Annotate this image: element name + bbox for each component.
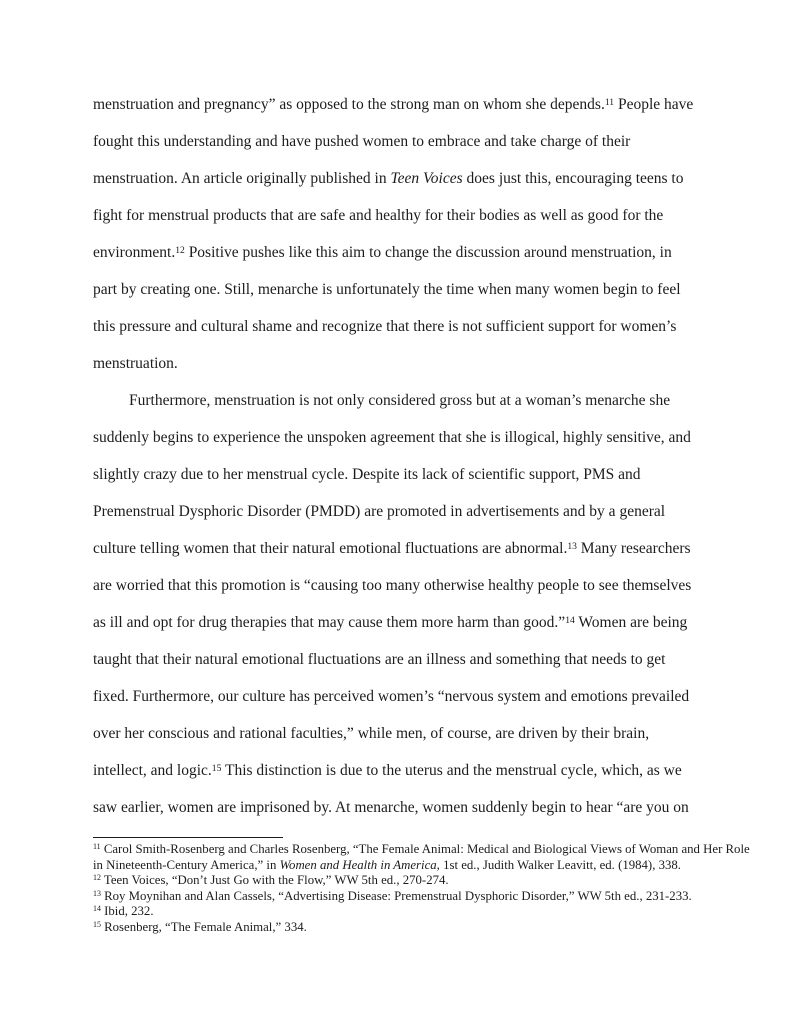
- text-segment: environment.: [93, 244, 176, 261]
- text-segment: Premenstrual Dysphoric Disorder (PMDD) are promoted in advertisements and by a general: [93, 503, 666, 520]
- text-segment: culture telling women that their natural emotional fluctuations are abnormal.: [93, 540, 568, 557]
- body-line: [93, 641, 703, 678]
- text-segment: fought this understanding and have pushed women to embrace and take charge of their: [93, 133, 631, 150]
- footnote-reference: 14: [565, 614, 575, 626]
- body-line: [93, 345, 703, 382]
- body-line: [93, 715, 703, 752]
- text-segment: in Nineteenth-Century America,” in: [93, 857, 280, 872]
- text-segment: saw earlier, women are imprisoned by. At menarche, women suddenly begin to hear “are you on: [93, 799, 689, 816]
- body-line: [93, 234, 703, 271]
- text-segment: Roy Moynihan and Alan Cassels, “Advertising Disease: Premenstrual Dysphoric Disorder,” WW 5th ed., 231-233.: [100, 888, 692, 903]
- footnote-line: [93, 889, 709, 905]
- footnote-line: [93, 842, 750, 858]
- text-segment: taught that their natural emotional fluctuations are an illness and something that needs to get: [93, 651, 666, 668]
- text-segment: Ibid, 232.: [100, 904, 154, 918]
- footnote-item: [93, 842, 750, 873]
- text-segment: Furthermore, menstruation is not only considered gross but at a woman’s menarche she: [129, 392, 671, 409]
- body-line: [93, 271, 703, 308]
- footnotes-list: [93, 842, 750, 935]
- footnote-item: [93, 873, 709, 889]
- text-segment: People have: [614, 96, 694, 113]
- footnote-item: [93, 904, 709, 920]
- text-segment: Women are being: [574, 614, 688, 631]
- text-segment: Positive pushes like this aim to change the discussion around menstruation, in: [184, 244, 672, 261]
- footnote-number: 14: [93, 904, 101, 914]
- footnote-number: 15: [93, 919, 101, 929]
- body-line: [93, 308, 703, 345]
- footnote-number: 11: [93, 842, 101, 852]
- text-segment: This distinction is due to the uterus and the menstrual cycle, which, as we: [221, 762, 682, 779]
- text-segment: suddenly begins to experience the unspoken agreement that she is illogical, highly sensitive, and: [93, 429, 691, 446]
- italic-text-segment: Teen Voices: [390, 170, 463, 187]
- body-line: [93, 789, 703, 826]
- footnote-line: [93, 904, 709, 920]
- footnote-reference: 12: [175, 244, 185, 256]
- body-line: [93, 604, 703, 641]
- text-segment: menstruation and pregnancy” as opposed to the strong man on whom she depends.: [93, 96, 605, 113]
- footnote-number: 13: [93, 888, 101, 898]
- text-segment: over her conscious and rational faculties,” while men, of course, are driven by their brain,: [93, 725, 650, 742]
- body-line: [93, 86, 703, 123]
- text-segment: menstruation.: [93, 355, 178, 372]
- footnote-item: [93, 889, 709, 905]
- text-segment: , 1st ed., Judith Walker Leavitt, ed. (1984), 338.: [436, 857, 681, 872]
- text-segment: Carol Smith-Rosenberg and Charles Rosenberg, “The Female Animal: Medical and Biological Views of Woman and Her Role: [100, 842, 750, 856]
- text-segment: part by creating one. Still, menarche is unfortunately the time when many women begin to feel: [93, 281, 681, 298]
- footnote-reference: 11: [604, 96, 615, 108]
- body-line: [93, 197, 703, 234]
- paragraph: [93, 382, 703, 826]
- body-line: [93, 123, 703, 160]
- footnote-number: 12: [93, 873, 101, 883]
- footnote-reference: 15: [211, 762, 222, 774]
- body-line: [93, 493, 703, 530]
- body-line: [93, 456, 703, 493]
- text-segment: slightly crazy due to her menstrual cycle. Despite its lack of scientific support, PMS and: [93, 466, 641, 483]
- footnote-reference: 13: [567, 540, 577, 552]
- body-line: [93, 752, 703, 789]
- text-segment: are worried that this promotion is “causing too many otherwise healthy people to see themselves: [93, 577, 692, 594]
- text-segment: fixed. Furthermore, our culture has perceived women’s “nervous system and emotions prevailed: [93, 688, 690, 705]
- footnote-line: [93, 920, 709, 936]
- footnote-separator: [93, 837, 283, 838]
- text-segment: menstruation. An article originally published in: [93, 170, 391, 187]
- text-segment: as ill and opt for drug therapies that may cause them more harm than good.”: [93, 614, 566, 631]
- body-line: [93, 567, 703, 604]
- body-line: [93, 530, 703, 567]
- text-segment: fight for menstrual products that are safe and healthy for their bodies as well as good for the: [93, 207, 664, 224]
- text-segment: does just this, encouraging teens to: [462, 170, 684, 187]
- body-line: [93, 419, 703, 456]
- footnote-item: [93, 920, 709, 936]
- text-segment: Many researchers: [576, 540, 691, 557]
- paragraph: [93, 86, 703, 382]
- italic-text-segment: Women and Health in America: [279, 857, 437, 872]
- body-line: [93, 160, 703, 197]
- footnote-line: [93, 873, 709, 889]
- text-segment: intellect, and logic.: [93, 762, 212, 779]
- body-line: [93, 678, 703, 715]
- text-segment: Teen Voices, “Don’t Just Go with the Flow,” WW 5th ed., 270-274.: [100, 873, 449, 887]
- footnote-line: [93, 858, 709, 874]
- body-text: [93, 86, 703, 826]
- text-segment: this pressure and cultural shame and recognize that there is not sufficient support for women’s: [93, 318, 677, 335]
- body-line: [93, 382, 703, 419]
- text-segment: Rosenberg, “The Female Animal,” 334.: [100, 919, 307, 934]
